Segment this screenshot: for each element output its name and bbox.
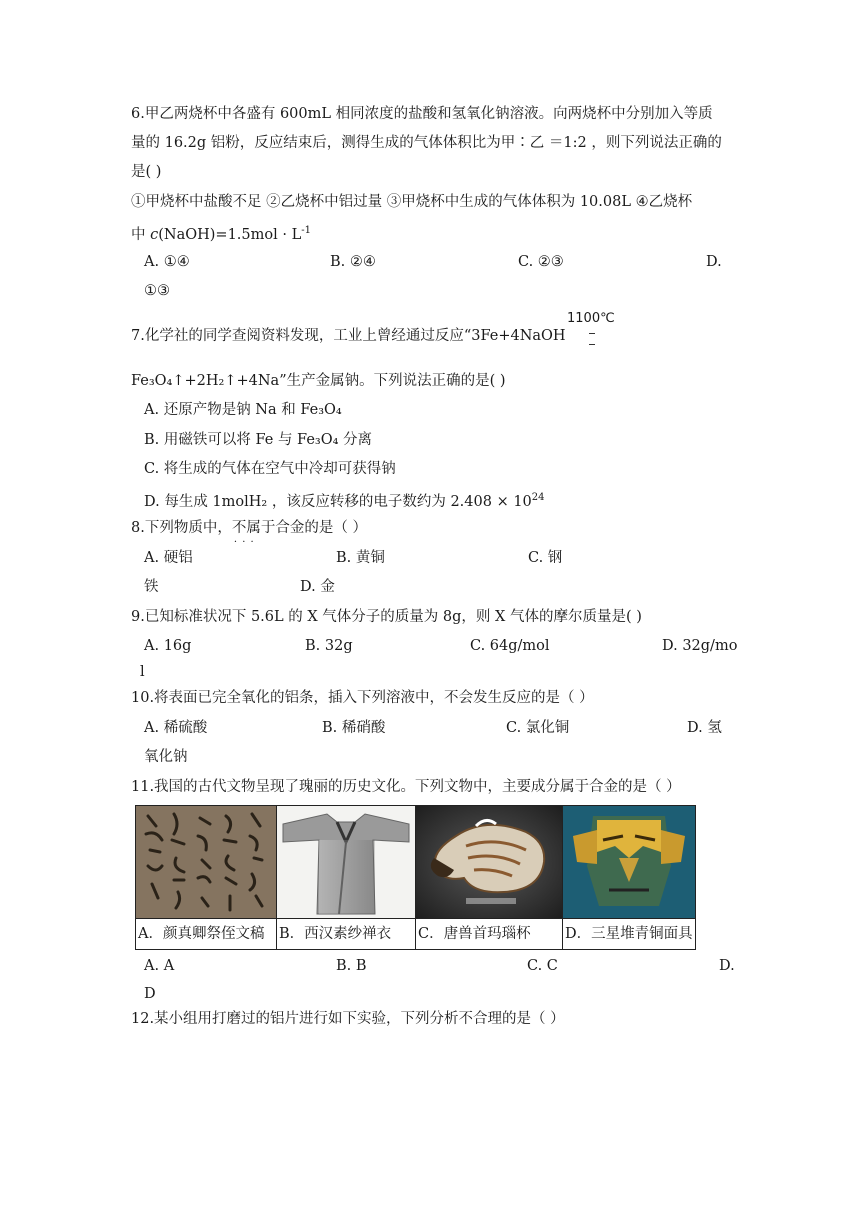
q12-line1: 12.某小组用打磨过的铝片进行如下实验，下列分析不合理的是（ ） [131, 1011, 565, 1027]
q9-option-d: D. 32g/mo [662, 638, 738, 654]
q10-option-a: A. 稀硫酸 [144, 720, 208, 736]
q9-option-c: C. 64g/mol [470, 638, 550, 654]
q11-line1: 11.我国的古代文物呈现了瑰丽的历史文化。下列文物中，主要成分属于合金的是（ ） [131, 779, 681, 795]
q6-statements: ①甲烧杯中盐酸不足 ②乙烧杯中铝过量 ③甲烧杯中生成的气体体积为 10.08L ④乙烧杯 [131, 194, 693, 210]
q6-option-c: C. ②③ [518, 254, 564, 270]
q10-option-d: D. 氢 [687, 720, 722, 736]
q6-option-b: B. ②④ [330, 254, 376, 270]
q8-option-a: A. 硬铝 [144, 550, 193, 566]
q7-line2: Fe₃O₄↑+2H₂↑+4Na”生产金属钠。下列说法正确的是( ) [131, 373, 506, 389]
q7-option-d: D. 每生成 1molH₂ ，该反应转移的电子数约为 $2.408 \times 10^{24}$ [144, 492, 545, 510]
q11-option-a: A. A [144, 958, 175, 974]
q9-line1: 9.已知标准状况下 5.6L 的 X 气体分子的质量为 8g，则 X 气体的摩尔质量是( ) [131, 609, 642, 625]
q7-option-c: C. 将生成的气体在空气中冷却可获得钠 [144, 461, 396, 477]
q8-option-c-cont: 铁 [144, 579, 159, 595]
q9-option-d-cont: l [140, 664, 145, 680]
q6-option-d-cont: ①③ [144, 283, 170, 299]
q6-line5: 中 c(NaOH)=1.5mol · $L^{-1}$ [131, 225, 311, 243]
q9-option-a: A. 16g [144, 638, 192, 654]
silk-robe-image [277, 806, 415, 918]
q6-line3: 是( ) [131, 164, 162, 180]
q7-option-b: B. 用磁铁可以将 Fe 与 Fe₃O₄ 分离 [144, 432, 373, 448]
emphasis-dots: 不属于 · · · [232, 520, 276, 536]
q6-option-a: A. ①④ [144, 254, 190, 270]
q7-reaction-arrow [589, 333, 595, 345]
q9-option-b: B. 32g [305, 638, 353, 654]
q8-line1: 8.下列物质中，不属于 · · ·合金的是（ ） [131, 518, 367, 538]
artifact-table [135, 805, 696, 950]
q7-reaction-condition: 1100℃ [567, 311, 615, 326]
calligraphy-image [136, 806, 276, 918]
q10-option-d-cont: 氧化钠 [144, 749, 188, 765]
artifact-caption-c: C．唐兽首玛瑙杯 [418, 926, 531, 942]
q11-option-c: C. C [527, 958, 558, 974]
q10-line1: 10.将表面已完全氧化的铝条，插入下列溶液中，不会发生反应的是（ ） [131, 690, 594, 706]
q11-option-b: B. B [336, 958, 367, 974]
q6-option-d: D. [706, 254, 722, 270]
q7-option-a: A. 还原产物是钠 Na 和 Fe₃O₄ [144, 402, 342, 418]
q8-option-d: D. 金 [300, 579, 335, 595]
q6-line1: 6.甲乙两烧杯中各盛有 600mL 相同浓度的盐酸和氢氧化钠溶液。向两烧杯中分别加入等质 [131, 106, 713, 122]
artifact-caption-b: B．西汉素纱禅衣 [279, 926, 392, 942]
q7-line1: 7.化学社的同学查阅资料发现，工业上曾经通过反应“3Fe+4NaOH [131, 328, 566, 344]
agate-cup-image [416, 806, 562, 918]
q10-option-c: C. 氯化铜 [506, 720, 570, 736]
bronze-mask-image [563, 806, 695, 918]
artifact-caption-d: D．三星堆青铜面具 [565, 926, 693, 942]
q10-option-b: B. 稀硝酸 [322, 720, 386, 736]
q11-option-d: D. [719, 958, 735, 974]
q6-line2: 量的 16.2g 铝粉，反应结束后，测得生成的气体体积比为甲∶乙 ＝1:2 ，则下列说法正确的 [131, 135, 722, 151]
q8-option-b: B. 黄铜 [336, 550, 385, 566]
q11-option-d-cont: D [144, 986, 156, 1002]
artifact-caption-a: A．颜真卿祭侄文稿 [138, 926, 265, 942]
q8-option-c: C. 钢 [528, 550, 563, 566]
